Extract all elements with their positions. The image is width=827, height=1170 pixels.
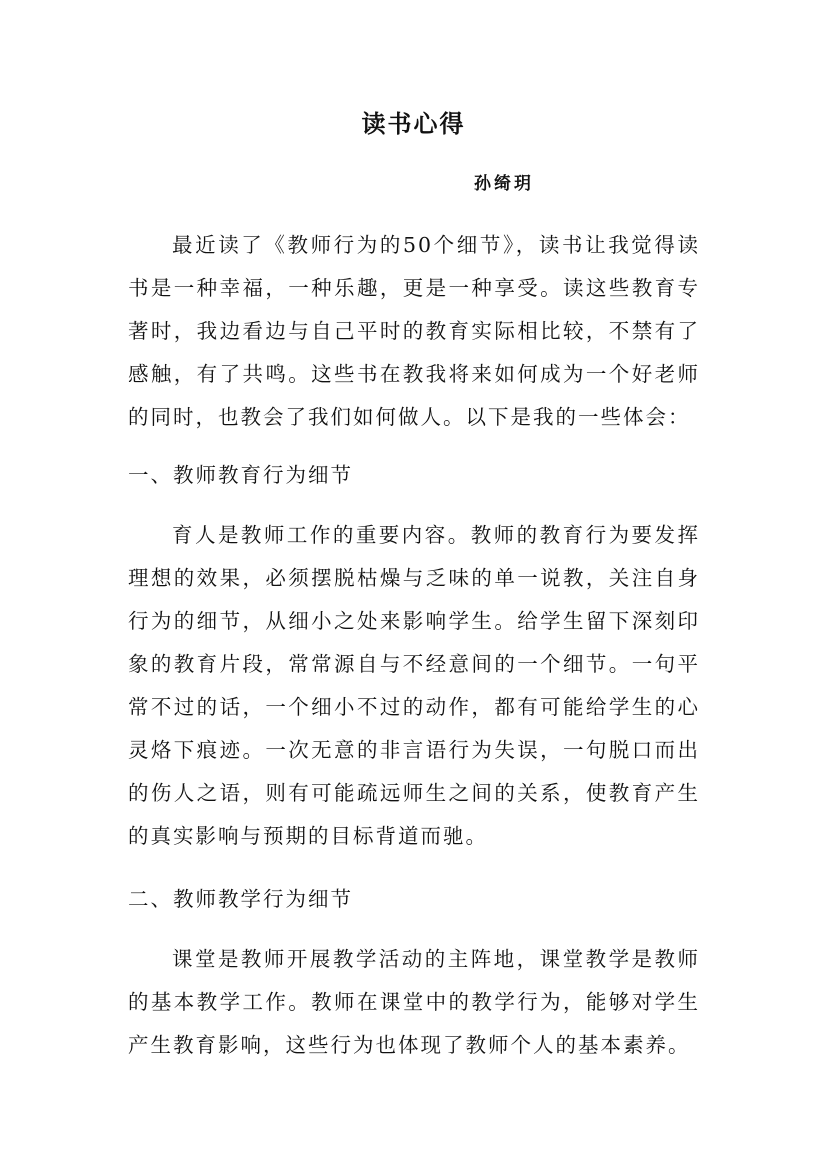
paragraph-education-details: 育人是教师工作的重要内容。教师的教育行为要发挥理想的效果，必须摆脱枯燥与乏味的单一说教，关注自身行为的细节，从细小之处来影响学生。给学生留下深刻印象的教育片段，常常源自与不经意间的一个细节。一句平常不过的话，一个细小不过的动作，都有可能给学生的心灵烙下痕迹。一次无意的非言语行为失误，一句脱口而出的伤人之语，则有可能疏远师生之间的关系，使教育产生的真实影响与预期的目标背道而驰。 [128,523,700,848]
section-heading-education: 一、教师教育行为细节 [128,463,353,487]
paragraph-teaching-details: 课堂是教师开展教学活动的主阵地，课堂教学是教师的基本教学工作。教师在课堂中的教学行为，能够对学生产生教育影响，这些行为也体现了教师个人的基本素养。 [128,947,700,1057]
section-heading-teaching: 二、教师教学行为细节 [128,887,353,911]
author-name: 孙绮玥 [474,174,534,194]
document-title: 读书心得 [361,109,466,138]
paragraph-intro: 最近读了《教师行为的50个细节》，读书让我觉得读书是一种幸福，一种乐趣，更是一种享受。读这些教育专著时，我边看边与自己平时的教育实际相比较，不禁有了感触，有了共鸣。这些书在教我将来如何成为一个好老师的同时，也教会了我们如何做人。以下是我的一些体会： [128,233,700,429]
